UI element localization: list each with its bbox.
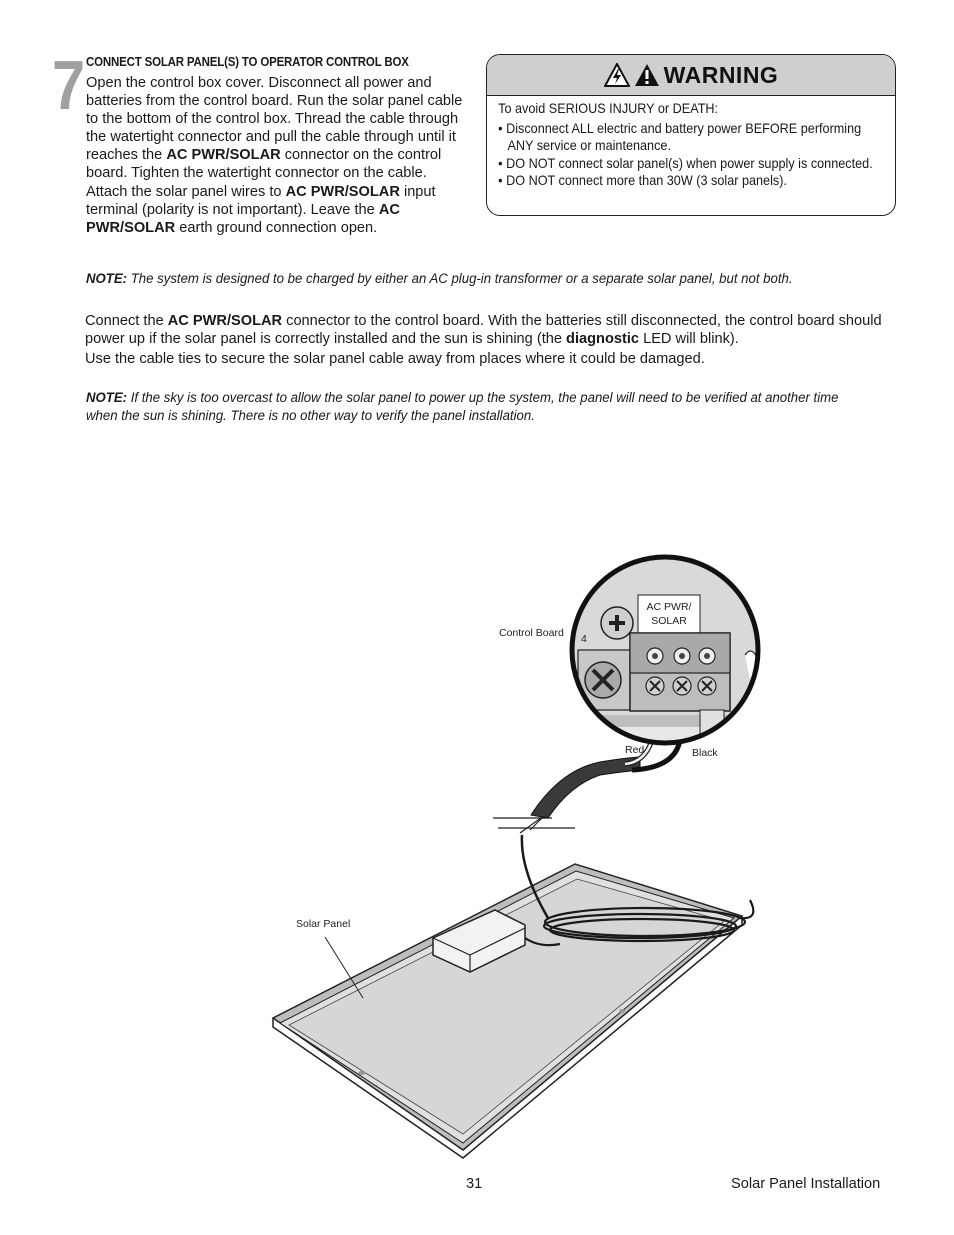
label-red-wire: Red [625, 744, 645, 756]
bold-term: diagnostic [566, 331, 640, 348]
note-label: NOTE: [86, 390, 128, 406]
text-run: Connect the [85, 313, 168, 329]
paragraph-cable-ties: Use the cable ties to secure the solar panel cable away from places where it could be damaged. [85, 351, 705, 367]
bold-term: AC PWR/SOLAR [167, 313, 283, 329]
step-number: 7 [52, 46, 86, 124]
warning-title: WARNING [663, 61, 779, 88]
page-number: 31 [466, 1176, 483, 1192]
label-black-wire: Black [692, 747, 718, 759]
label-control-board: Control Board [499, 627, 564, 639]
label-terminal [638, 600, 700, 628]
text-run: connector to the control board. With the batteries still disconnected, the control board should power up if the solar panel is correctly installed and the sun is shining (the [85, 313, 882, 348]
note-label: NOTE: [86, 271, 128, 287]
warning-item: • Disconnect ALL electric and battery power BEFORE performing ANY service or maintenance. [498, 120, 862, 154]
warning-intro: To avoid SERIOUS INJURY or DEATH: [498, 101, 719, 116]
label-terminal-line2: SOLAR [651, 615, 687, 627]
text-run: input terminal (polarity is not important). Leave the [86, 183, 436, 218]
label-pin-number: 4 [581, 633, 587, 645]
bold-term: AC PWR/SOLAR [166, 147, 281, 164]
warning-item: • DO NOT connect more than 30W (3 solar panels). [498, 173, 787, 189]
bold-term: AC PWR/SOLAR [86, 201, 400, 236]
note-text: If the sky is too overcast to allow the solar panel to power up the system, the panel will need to be verified at another time [127, 390, 839, 406]
label-terminal-line1: AC PWR/ [646, 601, 692, 613]
note-text-continued: when the sun is shining. There is no other way to verify the panel installation. [86, 408, 535, 425]
sheathed-cable-drawing [531, 757, 640, 818]
text-run: Open the control box cover. Disconnect all power and batteries from the control board. Run the solar panel cable to the bottom of the control box. Thread the cable through the watertight connector and pull the cable through until it reaches the [86, 75, 463, 164]
cable-break-marks [493, 815, 575, 833]
bold-term: AC PWR/SOLAR [285, 183, 400, 200]
note-text: The system is designed to be charged by either an AC plug-in transformer or a separate solar panel, but not both. [127, 271, 793, 287]
magnified-control-board [560, 555, 770, 755]
label-solar-panel: Solar Panel [296, 918, 351, 930]
text-run: LED will blink). [639, 331, 739, 348]
text-run: earth ground connection open. [175, 219, 378, 236]
step-title: CONNECT SOLAR PANEL(S) TO OPERATOR CONTROL BOX [86, 55, 409, 69]
warning-item: • DO NOT connect solar panel(s) when power supply is connected. [498, 155, 873, 171]
text-run: connector on the control board. Tighten the watertight connector on the cable. Attach the solar panel wires to [86, 147, 442, 200]
section-title: Solar Panel Installation [731, 1176, 881, 1192]
